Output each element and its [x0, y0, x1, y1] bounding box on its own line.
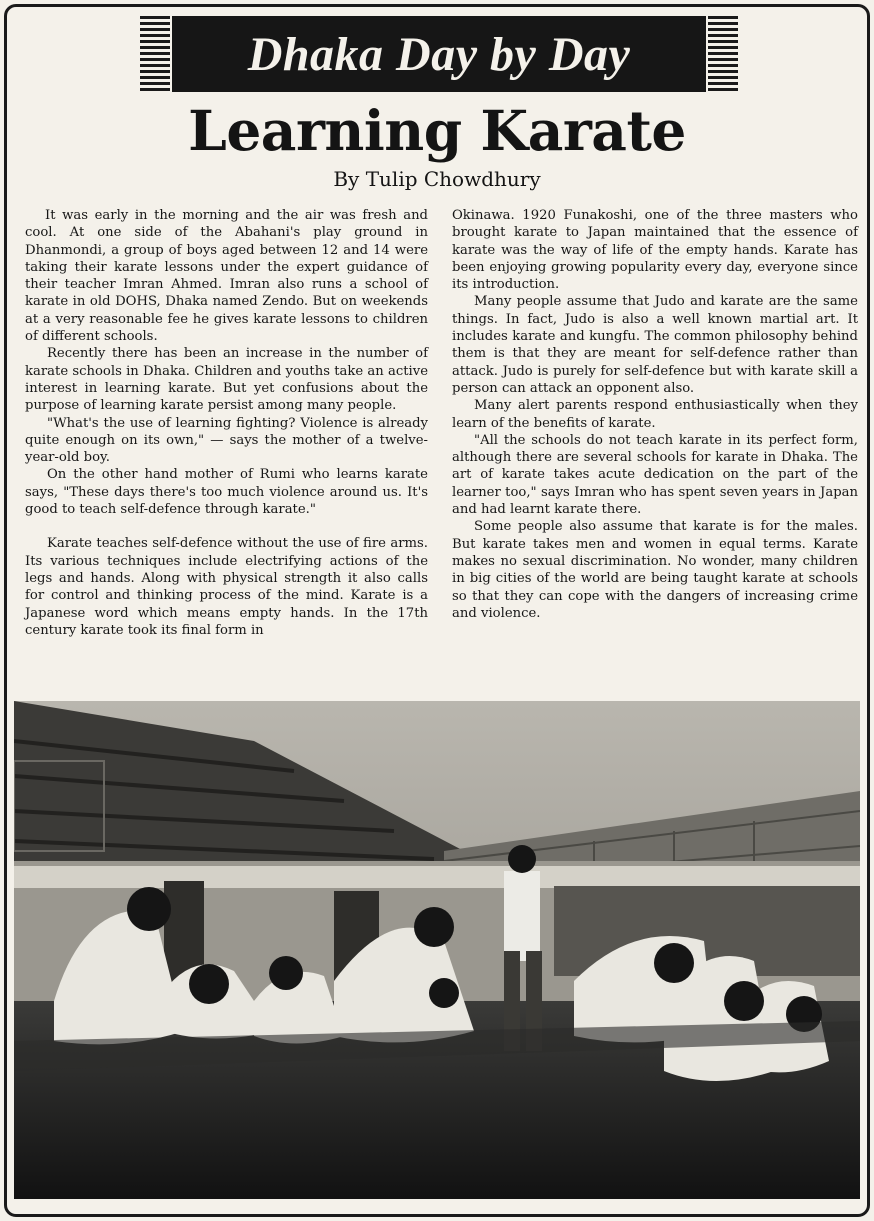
paragraph: "What's the use of learning fighting? Violence is already quite enough on its own," — says the mother of a twelve-year-old boy.	[25, 415, 428, 466]
section-banner	[140, 16, 738, 92]
paragraph: It was early in the morning and the air was fresh and cool. At one side of the Abahani's play ground in Dhanmondi, a group of boys aged between 12 and 14 were taking their karate lessons under the expert guidance of their teacher Imran Ahmed. Imran also runs a school of karate in old DOHS, Dhaka named Zendo. But on weekends at a very reasonable fee he gives karate lessons to children of different schools.	[25, 208, 428, 345]
paragraph: Okinawa. 1920 Funakoshi, one of the three masters who brought karate to Japan maintained that the essence of karate was the way of life of the empty hands. Karate has been enjoying growing popularity every day, everyone since its introduction.	[452, 208, 858, 293]
article-column-right	[452, 207, 858, 622]
banner-rule-right	[708, 16, 738, 92]
banner-rule-left	[140, 16, 170, 92]
paragraph: Some people also assume that karate is for the males. But karate takes men and women in equal terms. Karate makes no sexual discrimination. No wonder, many children in big cities of the world are being taught karate at schools so that they can cope with the dangers of increasing crime and violence.	[452, 519, 858, 621]
paragraph: Karate teaches self-defence without the use of fire arms. Its various techniques include electrifying actions of the legs and hands. Along with physical strength it also calls for control and thinking process of the mind. Karate is a Japanese word which means empty hands. In the 17th century karate took its final form in	[25, 536, 428, 638]
paragraph: Many people assume that Judo and karate are the same things. In fact, Judo is also a well known martial art. It includes karate and kungfu. The common philosophy behind them is that they are meant for self-defence rather than attack. Judo is purely for self-defence but with karate skill a person can attack an opponent also.	[452, 294, 858, 396]
article-headline: Learning Karate	[188, 98, 686, 163]
paragraph: Recently there has been an increase in the number of karate schools in Dhaka. Children and youths take an active interest in learning karate. But yet confusions about the purpose of learning karate persist among many people.	[25, 346, 428, 414]
paragraph: On the other hand mother of Rumi who learns karate says, "These days there's too much violence around us. It's good to teach self-defence through karate."	[25, 467, 428, 518]
paragraph: Many alert parents respond enthusiastically when they learn of the benefits of karate.	[452, 398, 858, 431]
section-title: Dhaka Day by Day	[172, 16, 706, 92]
article-byline: By Tulip Chowdhury	[333, 167, 541, 191]
article-photo	[14, 701, 860, 1199]
article-column-left	[25, 207, 428, 639]
paragraph: "All the schools do not teach karate in its perfect form, although there are several schools for karate in Dhaka. The art of karate takes acute dedication on the part of the learner too," says Imran who has spent seven years in Japan and had learnt karate there.	[452, 432, 858, 518]
